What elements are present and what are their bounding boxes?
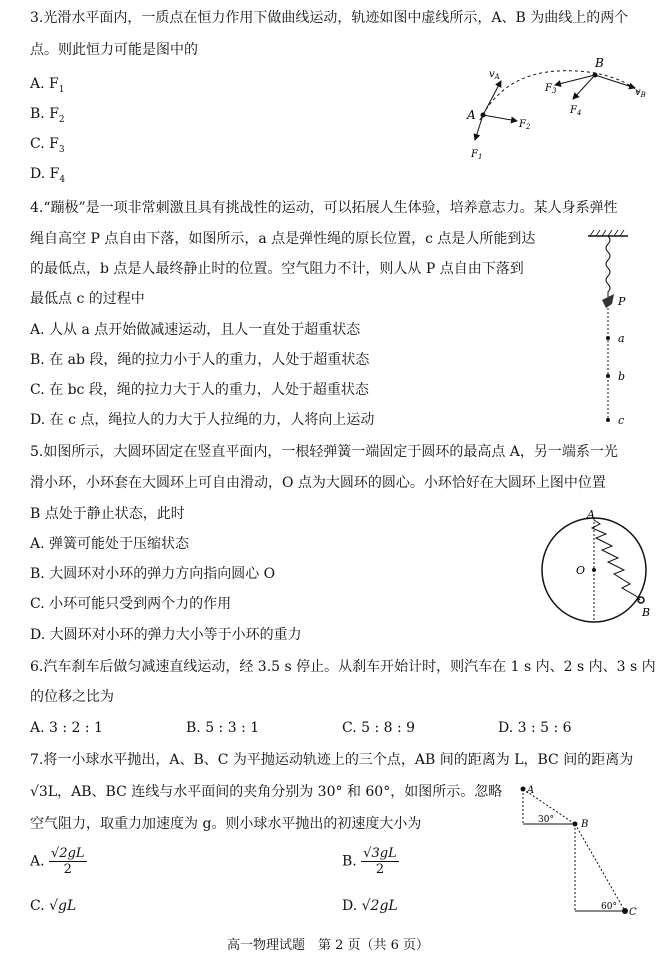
- q4-stem-line3: 的最低点，b 点是人最终静止时的位置。空气阻力不计，则人从 P 点自由下落到: [30, 261, 524, 277]
- q7-stem-line2: √3L，AB、BC 连线与水平面间的夹角分别为 30° 和 60°，如图所示。忽略: [30, 784, 503, 800]
- q6-option-d: D. 3 : 5 : 6: [498, 720, 572, 736]
- q4-label-a: a: [618, 332, 625, 345]
- q3-stem-line1: 3.光滑水平面内，一质点在恒力作用下做曲线运动，轨迹如图中虚线所示，A、B 为曲线上的两个: [30, 10, 629, 26]
- q5-stem-line3: B 点处于静止状态，此时: [30, 506, 185, 522]
- q5-center-o: [592, 568, 596, 572]
- q5-label-B: B: [642, 606, 651, 619]
- q7-angle-30: 30°: [538, 815, 554, 825]
- q3-label-F1: $F_1$: [471, 149, 483, 161]
- q4-bungee-cord: [606, 236, 610, 298]
- q5-option-c: C. 小环可能只受到两个力的作用: [30, 596, 232, 612]
- q3-F4-arrow: [573, 75, 595, 99]
- q5-label-A: A: [587, 508, 595, 521]
- q3-vB-arrow: [595, 75, 635, 88]
- q4-option-c: C. 在 bc 段，绳的拉力大于人的重力，人处于超重状态: [30, 382, 369, 398]
- q4-point-b: [606, 374, 610, 378]
- q4-stem-line1: 4.“蹦极”是一项非常刺激且具有挑战性的运动，可以拓展人生体验，培养意志力。某人身系弹性: [30, 200, 618, 216]
- q7-bc-line: [575, 824, 625, 911]
- q3-stem-line2: 点。则此恒力可能是图中的: [30, 42, 198, 58]
- q3-option-b: B. $F_2$: [30, 106, 65, 125]
- q5-small-ring-b: [638, 597, 644, 603]
- q3-option-c: C. $F_3$: [30, 136, 65, 155]
- q3-label-vA: $v_A$: [489, 69, 500, 81]
- q7-option-d: D. √2gL: [342, 898, 398, 914]
- q3-option-d: D. $F_4$: [30, 166, 66, 185]
- q5-stem-line1: 5.如图所示，大圆环固定在竖直平面内，一根轻弹簧一端固定于圆环的最高点 A，另一端系一光: [30, 444, 618, 460]
- q7-option-b: B. $\frac{√3gL}{2}$: [342, 846, 397, 877]
- q3-trajectory-curve: [480, 71, 640, 120]
- q4-option-d: D. 在 c 点，绳拉人的力大于人拉绳的力，人将向上运动: [30, 412, 375, 428]
- q4-label-P: P: [618, 295, 626, 308]
- q4-bungee-figure: [578, 228, 638, 428]
- q3-label-F3: $F_3$: [545, 83, 557, 95]
- q4-label-c: c: [618, 414, 625, 427]
- q3-label-B: B: [595, 56, 604, 70]
- q7-option-c: C. √gL: [30, 898, 77, 914]
- q6-option-a: A. 3 : 2 : 1: [30, 720, 103, 736]
- page-footer: 高一物理试题 第 2 页（共 6 页）: [226, 938, 430, 953]
- q4-ceiling-hatch: [590, 230, 624, 236]
- q5-option-a: A. 弹簧可能处于压缩状态: [30, 536, 190, 552]
- q4-point-a: [606, 336, 610, 340]
- q3-trajectory-figure: [455, 55, 655, 170]
- q3-label-A: A: [467, 108, 476, 122]
- q3-F2-arrow: [483, 115, 517, 121]
- q4-point-c: [606, 418, 610, 422]
- q3-F3-arrow: [555, 75, 595, 85]
- q6-stem-line1: 6.汽车刹车后做匀减速直线运动，经 3.5 s 停止。从刹车开始计时，则汽车在 1 s 内、2 s 内、3 s 内: [30, 659, 656, 675]
- q6-option-b: B. 5 : 3 : 1: [186, 720, 260, 736]
- q4-label-b: b: [618, 370, 626, 383]
- q4-stem-line4: 最低点 c 的过程中: [30, 291, 145, 307]
- q3-label-F4: $F_4$: [570, 105, 582, 117]
- q5-spring: [592, 520, 640, 600]
- q5-label-O: O: [576, 564, 586, 577]
- q7-label-A: A: [527, 785, 535, 796]
- q3-option-a: A. $F_1$: [30, 76, 65, 95]
- q3-F1-arrow: [475, 115, 483, 140]
- q7-angle-60: 60°: [601, 902, 617, 912]
- q5-option-b: B. 大圆环对小环的弹力方向指向圆心 O: [30, 566, 276, 582]
- q3-label-vB: $v_B$: [635, 87, 646, 99]
- q7-option-a: A. $\frac{√2gL}{2}$: [30, 846, 85, 877]
- q5-option-d: D. 大圆环对小环的弹力大小等于小环的重力: [30, 627, 302, 643]
- q5-stem-line2: 滑小环，小环套在大圆环上可自由滑动，O 点为大圆环的圆心。小环恰好在大圆环上图中位置: [30, 475, 606, 491]
- q7-stem-line3: 空气阻力，取重力加速度为 g。则小球水平抛出的初速度大小为: [30, 816, 422, 832]
- q7-label-B: B: [581, 819, 589, 830]
- q4-option-a: A. 人从 a 点开始做减速运动，且人一直处于超重状态: [30, 322, 361, 338]
- q6-stem-line2: 的位移之比为: [30, 689, 114, 705]
- q7-projectile-figure: [515, 783, 650, 918]
- q7-stem-line1: 7.将一小球水平抛出，A、B、C 为平抛运动轨迹上的三个点，AB 间的距离为 L，BC 间的距离为: [30, 752, 634, 768]
- q4-stem-line2: 绳自高空 P 点自由下落，如图所示，a 点是弹性绳的原长位置，c 点是人所能到达: [30, 231, 536, 247]
- q3-vA-arrow: [483, 81, 501, 115]
- q5-ring-figure: [538, 508, 653, 626]
- q6-option-c: C. 5 : 8 : 9: [342, 720, 416, 736]
- q3-label-F2: $F_2$: [519, 119, 531, 131]
- q7-label-C: C: [629, 907, 637, 918]
- q4-option-b: B. 在 ab 段，绳的拉力小于人的重力，人处于超重状态: [30, 352, 370, 368]
